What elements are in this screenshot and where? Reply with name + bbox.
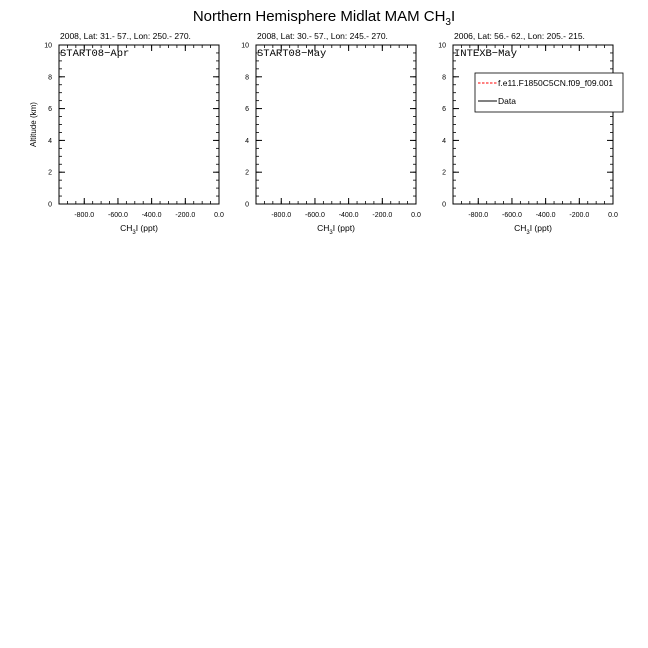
- y-tick-label: 6: [442, 106, 446, 114]
- x-tick-label: -600.0: [502, 212, 522, 219]
- legend-entry-label: Data: [498, 96, 516, 106]
- y-tick-label: 10: [241, 42, 249, 50]
- y-tick-label: 0: [245, 201, 249, 209]
- y-tick-label: 4: [48, 137, 52, 145]
- x-axis-label: $CH_3I$ (ppt): [120, 223, 158, 236]
- x-tick-label: -400.0: [535, 212, 556, 219]
- x-axis-label: $CH_3I$ (ppt): [514, 223, 552, 236]
- chart-panel-1: [29, 31, 224, 236]
- y-tick-label: 6: [48, 106, 52, 114]
- y-axis-label: Altitude (km): [29, 102, 38, 147]
- y-tick-label: 2: [48, 169, 52, 177]
- x-tick-label: -600.0: [305, 212, 325, 219]
- legend-entry-label: f.e11.F1850C5CN.f09_f09.001: [498, 78, 614, 88]
- y-tick-label: 0: [442, 201, 446, 209]
- panel-subtitle: 2008, Lat: 30.- 57., Lon: 245.- 270.: [257, 31, 388, 41]
- y-tick-label: 2: [245, 169, 249, 177]
- x-tick-label: 0.0: [608, 212, 618, 219]
- figure-title-subscript: 3: [445, 17, 451, 28]
- panel-inset-label: START08−Apr: [60, 48, 130, 60]
- x-tick-label: 0.0: [214, 212, 224, 219]
- plot-frame: [256, 45, 416, 204]
- plot-frame: [59, 45, 219, 204]
- x-tick-label: -400.0: [141, 212, 162, 219]
- x-tick-label: -200.0: [175, 212, 196, 219]
- figure-title-main: Northern Hemisphere Midlat MAM CH: [192, 8, 446, 25]
- y-tick-label: 2: [442, 169, 446, 177]
- y-tick-label: 6: [245, 106, 249, 114]
- chart-panel-2: [241, 31, 421, 236]
- panel-subtitle: 2008, Lat: 31.- 57., Lon: 250.- 270.: [60, 31, 191, 41]
- x-tick-label: -800.0: [271, 212, 292, 219]
- y-tick-label: 10: [44, 42, 52, 50]
- panel-inset-label: INTEXB−May: [454, 48, 518, 60]
- y-tick-label: 8: [48, 74, 52, 82]
- y-tick-label: 0: [48, 201, 52, 209]
- panel-inset-label: START08−May: [257, 48, 327, 60]
- x-tick-label: -800.0: [74, 212, 95, 219]
- x-axis-label: $CH_3I$ (ppt): [317, 223, 355, 236]
- x-tick-label: -200.0: [569, 212, 590, 219]
- x-tick-label: -200.0: [372, 212, 393, 219]
- plot-frame: [453, 45, 613, 204]
- chart-panel-3: [438, 31, 623, 236]
- panel-subtitle: 2006, Lat: 56.- 62., Lon: 205.- 215.: [454, 31, 585, 41]
- x-tick-label: -800.0: [468, 212, 489, 219]
- y-tick-label: 10: [438, 42, 446, 50]
- y-tick-label: 8: [442, 74, 446, 82]
- y-tick-label: 4: [245, 137, 249, 145]
- x-tick-label: -600.0: [108, 212, 128, 219]
- y-tick-label: 4: [442, 137, 446, 145]
- y-tick-label: 8: [245, 74, 249, 82]
- x-tick-label: 0.0: [411, 212, 421, 219]
- x-tick-label: -400.0: [338, 212, 359, 219]
- figure-title-tail: I: [450, 8, 456, 25]
- legend: [475, 73, 623, 112]
